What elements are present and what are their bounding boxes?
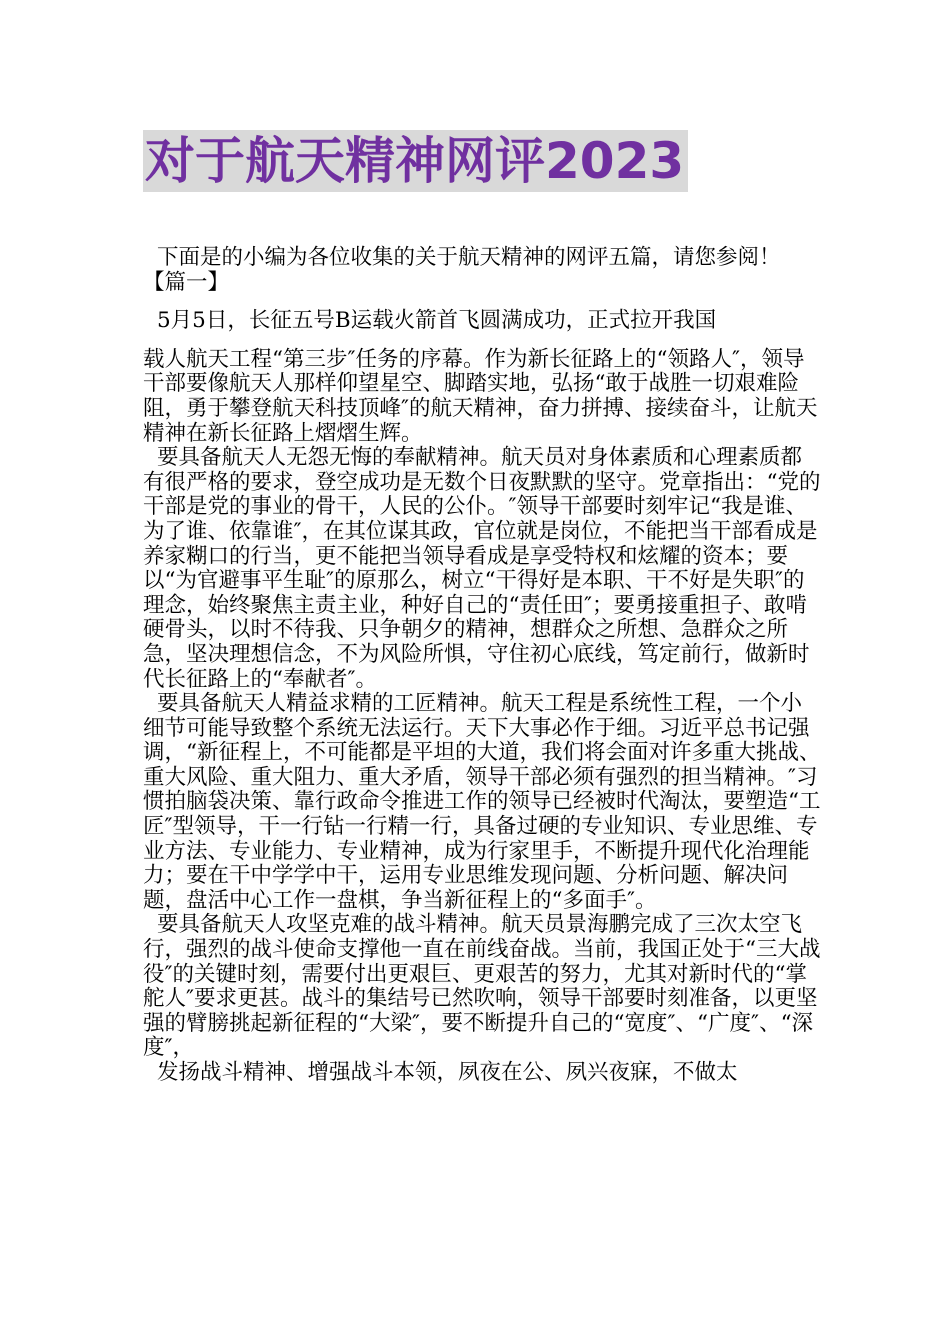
paragraph-4: 要具备航天人攻坚克难的战斗精神。航天员景海鹏完成了三次太空飞行，强烈的战斗使命支撑他一直在前线奋战。当前，我国正处于“三大战役″的关键时刻，需要付出更艰巨、更艰苦的努力，尤其对新时代的“掌舵人″要求更甚。战斗的集结号已然吹响，领导干部要时刻准备，以更坚强的臂膀挑起新征程的“大梁″，要不断提升自己的“宽度″、“广度″、“深度″，	[143, 912, 821, 1061]
paragraph-1-first-line: 5月5日，长征五号B运载火箭首飞圆满成功，正式拉开我国	[157, 308, 717, 334]
section-heading: 【篇一】	[143, 269, 230, 295]
document-body	[143, 246, 823, 1086]
intro-paragraph: 下面是的小编为各位收集的关于航天精神的网评五篇，请您参阅！	[157, 245, 781, 270]
paragraph-5: 发扬战斗精神、增强战斗本领，夙夜在公、夙兴夜寐，不做太	[157, 1060, 738, 1085]
paragraph-1-continued: 载人航天工程“第三步″任务的序幕。作为新长征路上的“领路人″，领导干部要像航天人那样仰望星空、脚踏实地，弘扬“敢于战胜一切艰难险阻，勇于攀登航天科技顶峰″的航天精神，奋力拼搏、接续奋斗，让航天精神在新长征路上熠熠生辉。	[143, 346, 818, 446]
paragraph-2: 要具备航天人无怨无悔的奉献精神。航天员对身体素质和心理素质都有很严格的要求，登空成功是无数个日夜默默的坚守。党章指出：“党的干部是党的事业的骨干，人民的公仆。″领导干部要时刻牢记“我是谁、为了谁、依靠谁″，在其位谋其政，官位就是岗位，不能把当干部看成是养家糊口的行当，更不能把当领导看成是享受特权和炫耀的资本；要以“为官避事平生耻″的原那么，树立“干得好是本职、干不好是失职″的理念，始终聚焦主责主业，种好自己的“责任田″；要勇接重担子、敢啃硬骨头，以时不待我、只争朝夕的精神，想群众之所想、急群众之所急，坚决理想信念，不为风险所惧，守住初心底线，笃定前行，做新时代长征路上的“奉献者″。	[143, 445, 821, 692]
document-title: 对于航天精神网评2023	[143, 130, 688, 192]
paragraph-3: 要具备航天人精益求精的工匠精神。航天工程是系统性工程，一个小细节可能导致整个系统无法运行。天下大事必作于细。习近平总书记强调，“新征程上，不可能都是平坦的大道，我们将会面对许多重大挑战、重大风险、重大阻力、重大矛盾，领导干部必须有强烈的担当精神。″习惯拍脑袋决策、靠行政命令推进工作的领导已经被时代淘汰，要塑造“工匠″型领导，干一行钻一行精一行，具备过硬的专业知识、专业思维、专业方法、专业能力、专业精神，成为行家里手，不断提升现代化治理能力；要在干中学学中干，运用专业思维发现问题、分析问题、解决问题，盘活中心工作一盘棋，争当新征程上的“多面手″。	[143, 691, 821, 913]
